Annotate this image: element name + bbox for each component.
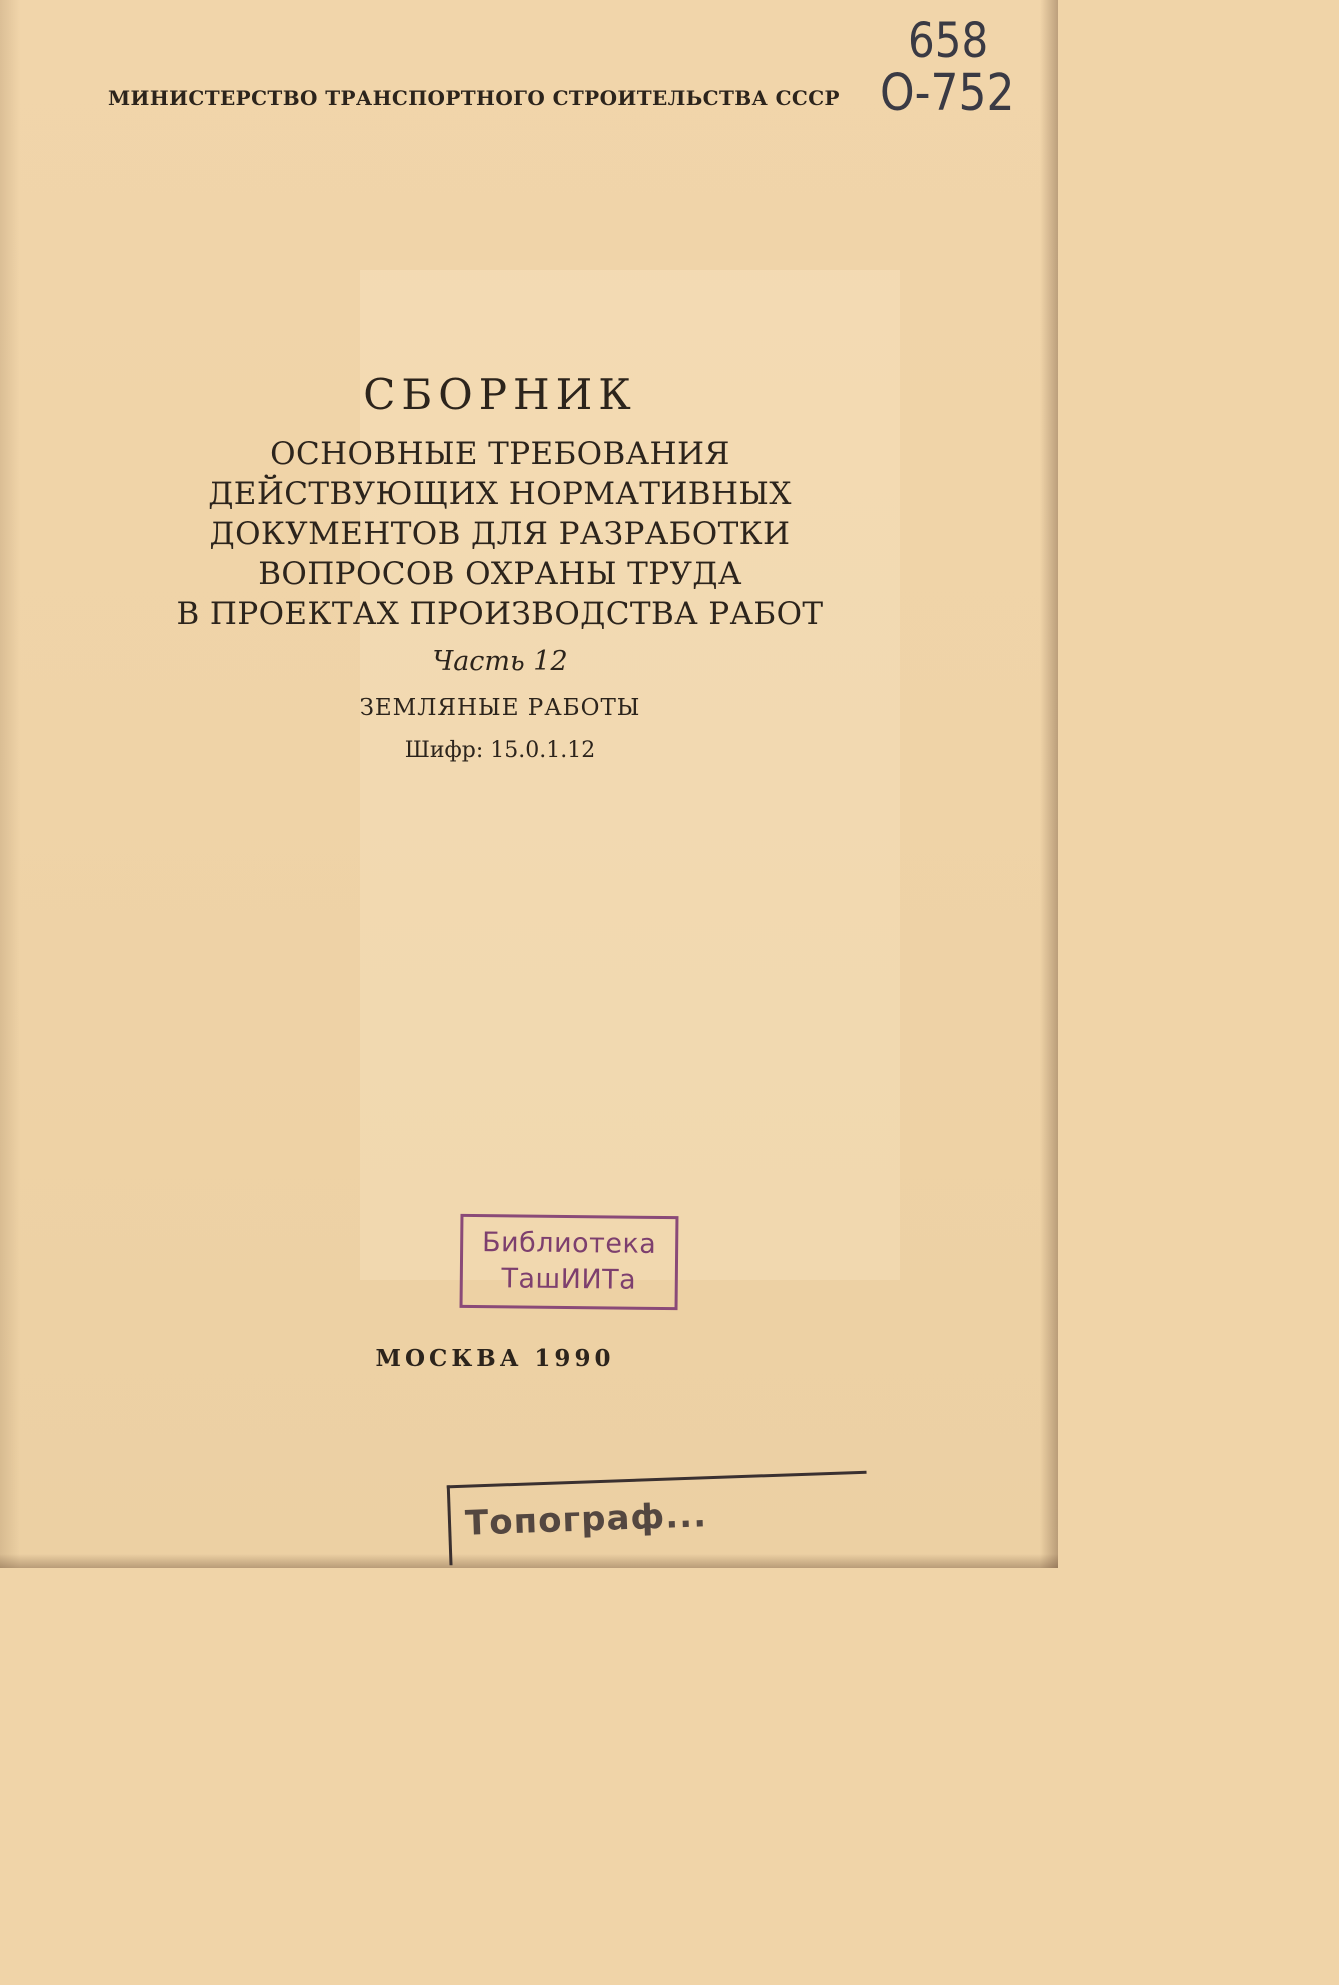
part-number: Часть 12	[432, 646, 568, 677]
subtitle-line: ДЕЙСТВУЮЩИХ НОРМАТИВНЫХ	[208, 476, 792, 512]
handwritten-shelf-number: 658	[908, 12, 989, 69]
ministry-header: МИНИСТЕРСТВО ТРАНСПОРТНОГО СТРОИТЕЛЬСТВА СССР	[108, 86, 840, 110]
library-stamp-line: ТашИИТа	[501, 1263, 637, 1296]
subtitle-line: ВОПРОСОВ ОХРАНЫ ТРУДА	[258, 556, 742, 592]
subtitle-line: В ПРОЕКТАХ ПРОИЗВОДСТВА РАБОТ	[176, 596, 824, 632]
bottom-stamp-text: Топограф...	[464, 1495, 708, 1544]
title-block	[100, 370, 900, 766]
place-and-year: МОСКВА 1990	[375, 1345, 615, 1372]
handwritten-catalog-code: О-752	[880, 64, 1015, 123]
library-stamp	[460, 1214, 679, 1310]
document-code: Шифр: 15.0.1.12	[404, 738, 596, 763]
document-title: СБОРНИК	[363, 370, 637, 419]
bottom-stamp	[447, 1471, 870, 1566]
page-edge-shadow	[0, 0, 20, 1568]
subtitle-line: ОСНОВНЫЕ ТРЕБОВАНИЯ	[270, 436, 730, 472]
library-stamp-line: Библиотека	[481, 1227, 657, 1260]
subtitle-line: ДОКУМЕНТОВ ДЛЯ РАЗРАБОТКИ	[209, 516, 791, 552]
page-edge-shadow	[1040, 0, 1058, 1568]
section-title: ЗЕМЛЯНЫЕ РАБОТЫ	[359, 695, 641, 721]
